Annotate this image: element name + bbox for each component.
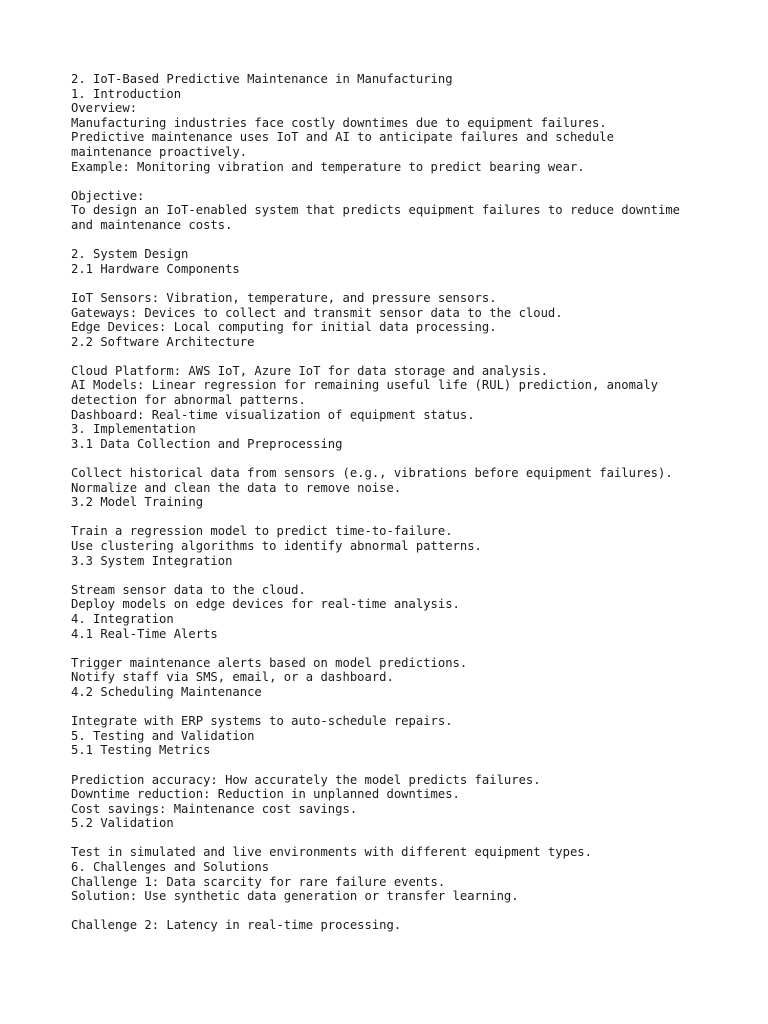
text-line: 3.3 System Integration — [71, 553, 233, 568]
text-line: Use clustering algorithms to identify abnormal patterns. — [71, 539, 482, 553]
text-line: Overview: — [71, 101, 138, 116]
text-line: 5.2 Validation — [71, 816, 174, 831]
blank-line — [71, 904, 731, 919]
text-line: Cloud Platform: AWS IoT, Azure IoT for data storage and analysis. — [71, 363, 548, 378]
text-line: Collect historical data from sensors (e.g., vibrations before equipment failures). — [71, 466, 673, 481]
text-line: 3.1 Data Collection and Preprocessing — [71, 436, 343, 451]
text-line: detection for abnormal patterns. — [71, 393, 306, 408]
text-line: Challenge 2: Latency in real-time processing. — [71, 918, 402, 933]
text-line: Deploy models on edge devices for real-time analysis. — [71, 597, 460, 612]
blank-line — [71, 174, 731, 189]
text-line: 5.1 Testing Metrics — [71, 743, 211, 758]
text-line: Integrate with ERP systems to auto-schedule repairs. — [71, 714, 453, 729]
text-line: Edge Devices: Local computing for initial data processing. — [71, 320, 497, 335]
text-line: Cost savings: Maintenance cost savings. — [71, 801, 358, 816]
text-line: 4.2 Scheduling Maintenance — [71, 684, 262, 699]
text-line: Dashboard: Real-time visualization of equipment status. — [71, 407, 475, 422]
blank-line — [71, 568, 731, 583]
text-line: Example: Monitoring vibration and temperature to predict bearing wear. — [71, 159, 585, 174]
text-line: 5. Testing and Validation — [71, 728, 255, 743]
blank-line — [71, 641, 731, 656]
text-line: AI Models: Linear regression for remaining useful life (RUL) prediction, anomaly — [71, 378, 658, 393]
blank-line — [71, 700, 731, 715]
text-line: Gateways: Devices to collect and transmit sensor data to the cloud. — [71, 305, 563, 320]
text-line: maintenance proactively. — [71, 144, 248, 159]
text-line: Test in simulated and live environments with different equipment types. — [71, 845, 592, 860]
text-line: 3.2 Model Training — [71, 495, 204, 510]
blank-line — [71, 233, 731, 248]
text-line: Downtime reduction: Reduction in unplanned downtimes. — [71, 787, 460, 802]
text-line: 3. Implementation — [71, 422, 196, 437]
blank-line — [71, 451, 731, 466]
blank-line — [71, 349, 731, 364]
text-line: 6. Challenges and Solutions — [71, 860, 270, 875]
text-line: Predictive maintenance uses IoT and AI to anticipate failures and schedule — [71, 130, 614, 145]
text-line: Train a regression model to predict time-to-failure. — [71, 524, 453, 539]
text-line: Manufacturing industries face costly downtimes due to equipment failures. — [71, 115, 607, 130]
text-line: Stream sensor data to the cloud. — [71, 582, 306, 597]
text-line: 4. Integration — [71, 611, 174, 626]
text-line: 1. Introduction — [71, 86, 182, 101]
text-line: Objective: — [71, 188, 145, 203]
text-line: Trigger maintenance alerts based on model predictions. — [71, 655, 468, 670]
text-line: Normalize and clean the data to remove noise. — [71, 480, 402, 495]
text-line: IoT Sensors: Vibration, temperature, and pressure sensors. — [71, 290, 497, 305]
text-line: Challenge 1: Data scarcity for rare failure events. — [71, 874, 446, 889]
text-line: 4.1 Real-Time Alerts — [71, 626, 218, 641]
text-line: 2. System Design — [71, 247, 189, 262]
blank-line — [71, 510, 731, 525]
text-line: Prediction accuracy: How accurately the model predicts failures. — [71, 772, 541, 787]
text-line: To design an IoT-enabled system that predicts equipment failures to reduce downtime — [71, 203, 681, 218]
blank-line — [71, 758, 731, 773]
text-line: Solution: Use synthetic data generation or transfer learning. — [71, 889, 519, 904]
text-line: 2.1 Hardware Components — [71, 261, 240, 276]
text-line: Notify staff via SMS, email, or a dashboard. — [71, 670, 394, 685]
document-page — [71, 72, 731, 933]
text-line: 2.2 Software Architecture — [71, 334, 255, 349]
text-line: 2. IoT-Based Predictive Maintenance in Manufacturing — [71, 72, 453, 86]
blank-line — [71, 276, 731, 291]
text-line: and maintenance costs. — [71, 217, 233, 232]
blank-line — [71, 831, 731, 846]
